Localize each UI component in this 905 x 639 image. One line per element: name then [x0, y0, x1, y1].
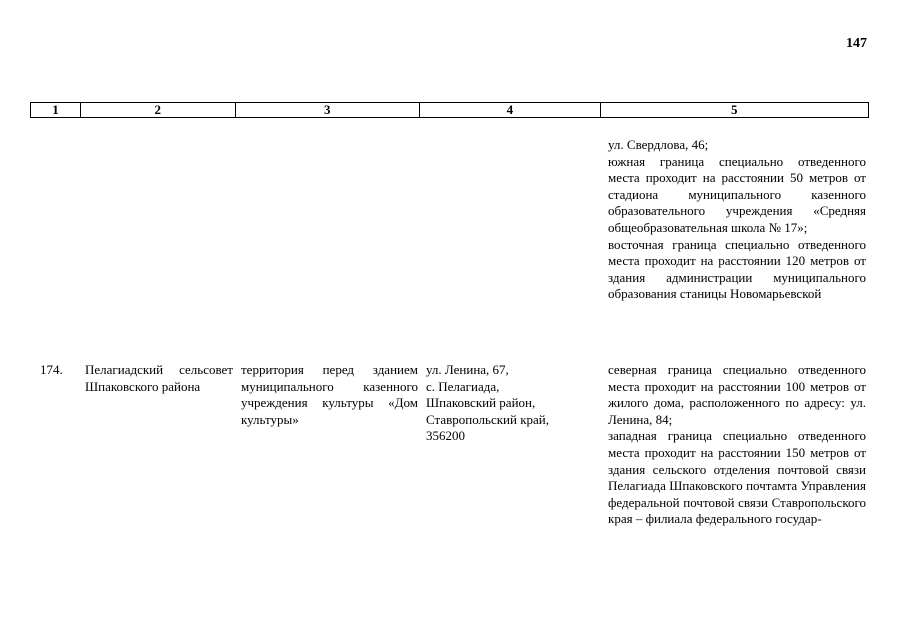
- column-header-1: 1: [31, 103, 81, 117]
- address-cell: [426, 362, 596, 445]
- territory-cell: территория перед зданием муниципального казенного учреждения культуры «Дом культуры»: [241, 362, 418, 427]
- boundary-text: западная граница специально отведенного места проходит на расстоянии 150 метров от здания сельского отделения почтовой связи Пелагиада Шпаковского почтамта Управления федеральной почтовой связи Ставропольского края – филиала федерального государ-: [608, 428, 866, 527]
- boundaries-cell: [608, 362, 866, 528]
- address-line: Ставропольский край,: [426, 411, 549, 427]
- continued-boundaries-cell: [608, 137, 866, 303]
- boundary-text: восточная граница специально отведенного места проходит на расстоянии 120 метров от здания администрации муниципального образования станицы Новомарьевской: [608, 236, 866, 302]
- column-header-2: 2: [81, 103, 236, 117]
- column-header-4: 4: [420, 103, 601, 117]
- address-line: 356200: [426, 428, 465, 444]
- page-number: 147: [846, 36, 867, 51]
- table-header-row: [30, 102, 869, 118]
- boundary-text: северная граница специально отведенного места проходит на расстоянии 100 метров от жилого дома, расположенного по адресу: ул. Ленина, 84;: [608, 362, 866, 427]
- boundary-text: южная граница специально отведенного места проходит на расстоянии 50 метров от стадиона муниципального казенного образовательного учреждения «Средняя общеобразовательная школа № 17»;: [608, 153, 866, 235]
- row-number: 174.: [40, 362, 63, 377]
- column-header-3: 3: [236, 103, 421, 117]
- column-header-5: 5: [731, 102, 738, 117]
- address-line: ул. Ленина, 67,: [426, 362, 509, 377]
- address-line: с. Пелагиада,: [426, 378, 500, 394]
- municipality-cell: Пелагиадский сельсовет Шпаковского района: [85, 362, 233, 394]
- boundary-text: ул. Свердлова, 46;: [608, 137, 709, 152]
- address-line: Шпаковский район,: [426, 395, 536, 411]
